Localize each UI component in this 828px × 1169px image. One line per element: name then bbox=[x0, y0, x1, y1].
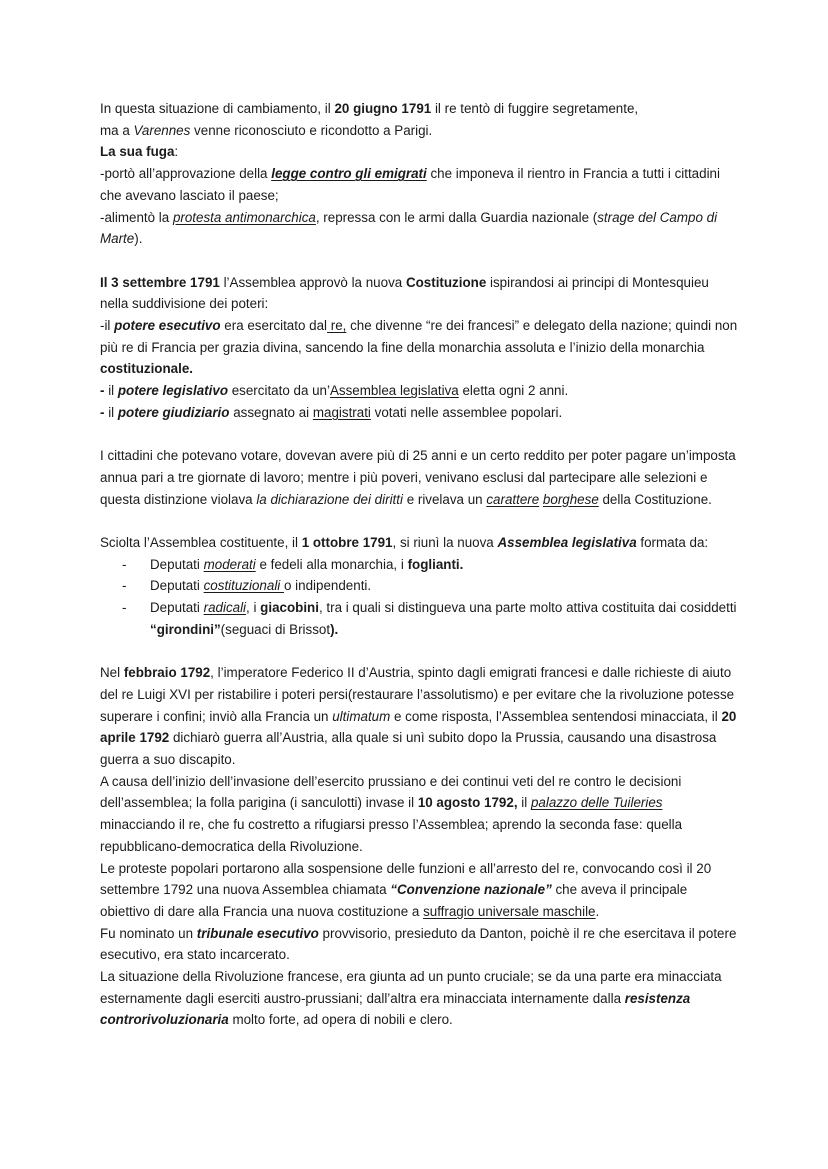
power-legislative bbox=[100, 380, 740, 402]
text: In questa situazione di cambiamento, il bbox=[100, 101, 335, 116]
term-radicali: radicali bbox=[203, 600, 247, 616]
text: minacciando il re, che fu costretto a rifugiarsi presso l’Assemblea; aprendo la seconda fase: quella repubblicano-democratica della Rivoluzione. bbox=[100, 817, 683, 854]
term-magistrati: magistrati bbox=[312, 404, 371, 420]
text: Sciolta l’Assemblea costituente, il bbox=[100, 535, 302, 551]
dash: - bbox=[100, 383, 109, 399]
text: -il bbox=[100, 318, 115, 334]
paragraph-guerra bbox=[100, 662, 740, 771]
dash: - bbox=[122, 600, 127, 616]
heading-text: La sua fuga bbox=[100, 144, 175, 160]
term-potere-giudiziario: potere giudiziario bbox=[117, 404, 230, 420]
text: : bbox=[174, 144, 179, 160]
text: assegnato ai bbox=[229, 404, 313, 420]
text: , i bbox=[246, 600, 261, 616]
text: . bbox=[595, 903, 600, 919]
text: l’Assemblea approvò la nuova bbox=[219, 274, 406, 290]
text: che imponeva il rientro in Francia a tutti i cittadini che avevano lasciato il paese; bbox=[100, 166, 720, 203]
text: il bbox=[108, 404, 118, 420]
text: , repressa con le armi dalla Guardia nazionale ( bbox=[315, 209, 598, 225]
text: , si riunì la nuova bbox=[392, 535, 498, 551]
term-carattere: carattere bbox=[486, 491, 540, 507]
paragraph-flight bbox=[100, 98, 740, 141]
list-item bbox=[100, 575, 740, 597]
text: era esercitato dal bbox=[220, 318, 328, 334]
text: ). bbox=[134, 231, 143, 247]
term-dichiarazione-diritti: la dichiarazione dei diritti bbox=[256, 491, 403, 507]
paragraph-tribunale bbox=[100, 923, 740, 966]
text: Deputati bbox=[150, 556, 204, 572]
text: I cittadini che potevano votare, dovevan avere più di 25 anni e un certo reddito per poter pagare un’imposta annua pari a tre giornate di lavoro; mentre i più poveri, venivano esclusi dal partecipare alle selezioni e questa distinzione violava bbox=[100, 448, 736, 507]
text: e fedeli alla monarchia, i bbox=[255, 556, 408, 572]
dash: - bbox=[122, 556, 127, 572]
text: provvisorio, presieduto da Danton, poichè il re che esercitava il potere esecutivo, era stato incarcerato. bbox=[100, 925, 737, 963]
text: Deputati bbox=[150, 600, 204, 616]
consequence-1 bbox=[100, 163, 740, 206]
term-protesta-antimonarchica: protesta antimonarchica bbox=[172, 209, 316, 225]
text: (seguaci di Brissot bbox=[220, 621, 331, 637]
term-assemblea-legislativa: Assemblea legislativa bbox=[497, 535, 637, 551]
text: ispirandosi ai principi di Montesquieu nella suddivisione dei poteri: bbox=[100, 274, 709, 312]
spacer bbox=[100, 510, 740, 532]
text: e come risposta, l’Assemblea sentendosi minacciata, il bbox=[390, 708, 722, 724]
text: Le proteste popolari portarono alla sospensione delle funzioni e all’arresto del re, convocando così il 20 settembre 1792 una nuova Assemblea chiamata bbox=[100, 860, 712, 898]
term-tribunale-esecutivo: tribunale esecutivo bbox=[196, 925, 319, 941]
text: , tra i quali si distingueva una parte molto attiva costituita dai cosiddetti bbox=[318, 600, 737, 616]
date-febbraio-1792: febbraio 1792 bbox=[123, 665, 211, 681]
spacer bbox=[100, 641, 740, 663]
text: della Costituzione. bbox=[598, 491, 712, 507]
text: -portò all’approvazione della bbox=[100, 166, 272, 182]
deputies-list bbox=[100, 554, 740, 641]
text: che divenne “re dei francesi” e delegato della nazione; quindi non più re di Francia per grazia divina, sancendo la fine della monarchia assoluta e l’inizio della monarchia bbox=[100, 318, 738, 355]
term-resistenza-controrivoluzionaria: resistenza controrivoluzionaria bbox=[100, 990, 691, 1028]
term-foglianti: foglianti. bbox=[407, 556, 464, 572]
date-20-aprile-1792: 20 aprile 1792 bbox=[100, 708, 737, 746]
text: -alimentò la bbox=[100, 209, 173, 225]
text: il re tentò di fuggire segretamente, bbox=[431, 101, 639, 116]
term-girondini: “girondini” bbox=[150, 621, 221, 637]
text: esercitato da un’ bbox=[228, 383, 330, 399]
list-item bbox=[100, 554, 740, 576]
term-potere-esecutivo: potere esecutivo bbox=[114, 318, 221, 334]
term-suffragio-universale: suffragio universale maschile bbox=[423, 903, 596, 919]
text: venne riconosciuto e ricondotto a Parigi. bbox=[190, 122, 433, 138]
spacer bbox=[100, 250, 740, 272]
text: eletta ogni 2 anni. bbox=[458, 383, 569, 399]
date-20-giugno-1791: 20 giugno 1791 bbox=[334, 101, 432, 116]
text: formata da: bbox=[636, 535, 709, 551]
text: , l’imperatore Federico II d’Austria, spinto dagli emigrati francesi e dalle richieste di aiuto del re Luigi XVI per ristabilire i poteri persi(restaurare l’assolutismo) e per evitare che la rivoluzione potesse superare i confini; inviò alla Francia un bbox=[100, 665, 735, 724]
date-1-ottobre-1791: 1 ottobre 1791 bbox=[301, 535, 393, 551]
text: votati nelle assemblee popolari. bbox=[370, 404, 563, 420]
heading-la-sua-fuga bbox=[100, 141, 740, 163]
document-body bbox=[100, 98, 740, 1031]
text: Deputati bbox=[150, 578, 204, 594]
term-costituzione: Costituzione bbox=[405, 274, 487, 290]
dash: - bbox=[100, 404, 109, 420]
paragraph-tuileries bbox=[100, 771, 740, 858]
date-3-settembre-1791: Il 3 settembre 1791 bbox=[100, 274, 220, 290]
term-ultimatum: ultimatum bbox=[332, 708, 391, 724]
text: che aveva il principale obiettivo di dare alla Francia una nuova costituzione a bbox=[100, 882, 688, 919]
text: Fu nominato un bbox=[100, 925, 197, 941]
place-varennes: Varennes bbox=[133, 122, 191, 138]
text: il bbox=[517, 795, 531, 811]
term-costituzionali: costituzionali bbox=[203, 578, 284, 594]
term-moderati: moderati bbox=[203, 556, 256, 572]
term-potere-legislativo: potere legislativo bbox=[117, 383, 228, 399]
list-item bbox=[100, 597, 740, 640]
term-legge-emigrati: legge contro gli emigrati bbox=[271, 166, 427, 182]
text: o indipendenti. bbox=[284, 578, 372, 594]
paragraph-situazione bbox=[100, 966, 740, 1031]
power-executive bbox=[100, 315, 740, 380]
text: il bbox=[108, 383, 118, 399]
consequence-2 bbox=[100, 207, 740, 250]
text: ). bbox=[330, 621, 339, 637]
text: molto forte, ad opera di nobili e clero. bbox=[228, 1012, 453, 1028]
term-convenzione-nazionale: “Convenzione nazionale” bbox=[390, 882, 552, 898]
text: e rivelava un bbox=[402, 491, 487, 507]
text: La situazione della Rivoluzione francese, era giunta ad un punto cruciale; se da una parte era minacciata esternamente dagli eserciti austro-prussiani; dall’altra era minacciata internamente dalla bbox=[100, 969, 722, 1006]
paragraph-costituzione bbox=[100, 272, 740, 315]
term-strage-campo-di-marte: strage del Campo di Marte bbox=[100, 209, 718, 247]
paragraph-assemblea-legislativa bbox=[100, 532, 740, 554]
term-assemblea-legislativa: Assemblea legislativa bbox=[329, 383, 459, 399]
term-palazzo-tuileries: palazzo delle Tuileries bbox=[530, 795, 663, 811]
spacer bbox=[100, 424, 740, 446]
text: Nel bbox=[100, 665, 124, 681]
power-judicial bbox=[100, 402, 740, 424]
term-borghese: borghese bbox=[542, 491, 599, 507]
dash: - bbox=[122, 578, 127, 594]
term-re: re, bbox=[327, 318, 347, 334]
term-giacobini: giacobini bbox=[260, 600, 319, 616]
paragraph-convenzione bbox=[100, 858, 740, 923]
text: A causa dell’inizio dell’invasione dell’esercito prussiano e dei continui veti del re contro le decisioni dell’assemblea; la folla parigina (i sanculotti) invase il bbox=[100, 773, 682, 811]
paragraph-cittadini bbox=[100, 445, 740, 510]
date-10-agosto-1792: 10 agosto 1792, bbox=[417, 795, 518, 811]
term-costituzionale: costituzionale. bbox=[100, 361, 194, 377]
text: dichiarò guerra all’Austria, alla quale si unì subito dopo la Prussia, causando una disastrosa guerra a suo discapito. bbox=[100, 730, 717, 768]
text: ma a bbox=[100, 122, 134, 138]
